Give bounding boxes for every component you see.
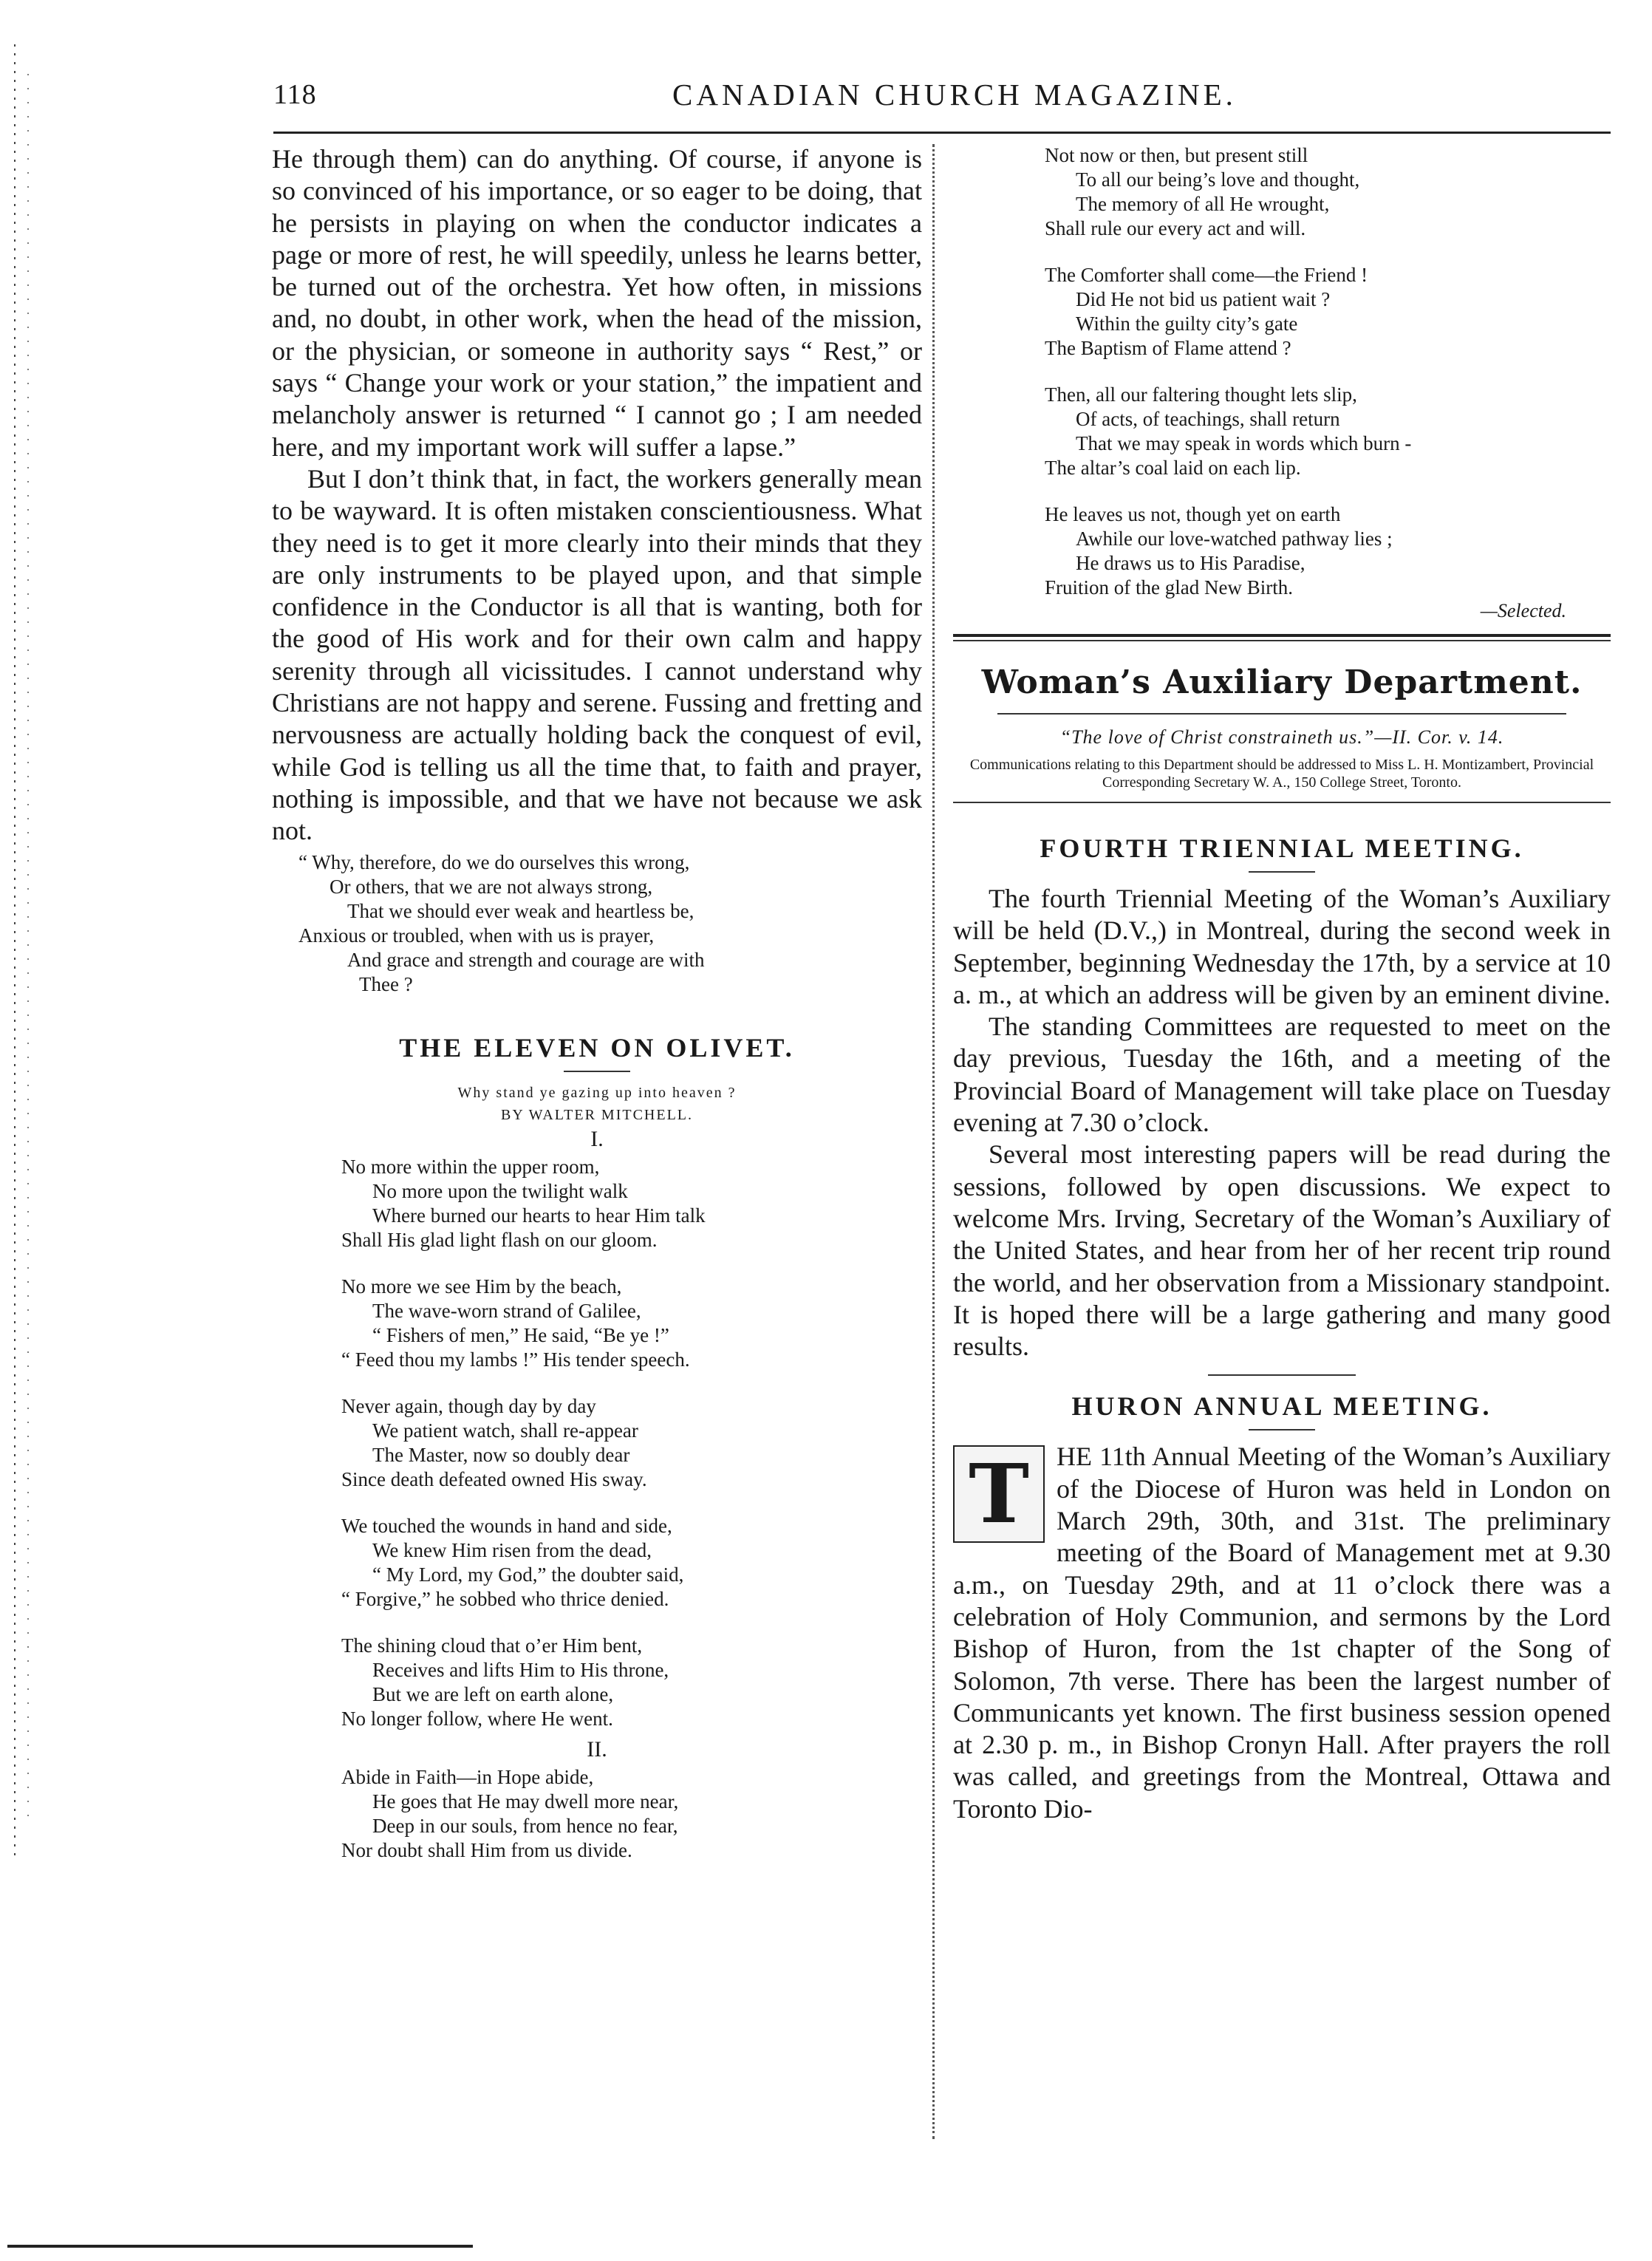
poem-title: THE ELEVEN ON OLIVET. <box>399 1032 795 1063</box>
article-continuation <box>272 143 922 848</box>
stanza <box>272 1155 922 1252</box>
verse-line: We touched the wounds in hand and side, <box>341 1514 672 1537</box>
verse-line: The Comforter shall come—the Friend ! <box>1045 264 1368 286</box>
paragraph: He through them) can do anything. Of course, if anyone is so convinced of his importance, or so eager to be doing, that he persists in playing on when the conductor indicates a page or more of rest, he will speedily, unless he learns better, be turned out of the orchestra. Yet how often, in missions and, no doubt, in other work, when the head of the mission, or the physician, or someone in authority says “ Rest,” or says “ Change your work or your station,” the impatient and melancholy answer is returned “ I cannot go ; I am needed here, and my important work will suffer a lapse.” <box>272 144 922 462</box>
scan-edge-artifacts <box>6 44 43 2261</box>
header-rule <box>273 132 1611 134</box>
poem-epigraph: Why stand ye gazing up into heaven ? <box>457 1084 737 1101</box>
stanza <box>953 263 1611 361</box>
verse-line: The wave-worn strand of Galilee, <box>372 1299 641 1322</box>
verse-line: He leaves us not, though yet on earth <box>1045 503 1341 525</box>
section-rule <box>1208 1374 1356 1376</box>
title-rule <box>1249 871 1315 873</box>
left-column <box>272 143 922 1863</box>
poem-author: BY WALTER MITCHELL. <box>500 1106 694 1123</box>
verse-line: Within the guilty city’s gate <box>1076 313 1298 335</box>
verse-line: The Master, now so doubly dear <box>372 1443 630 1466</box>
verse-line: “ My Lord, my God,” the doubter said, <box>372 1563 684 1586</box>
department-note: Communications relating to this Department should be addressed to Miss L. H. Montizambert, Provincial Corresponding Secretary W. A., 150 College Street, Toronto. <box>969 757 1594 791</box>
title-rule <box>564 1071 630 1072</box>
verse-line: We patient watch, shall re-appear <box>372 1419 638 1442</box>
verse-line: Or others, that we are not always strong, <box>330 875 653 898</box>
signature: —Selected. <box>1480 600 1566 621</box>
paragraph: The standing Committees are requested to meet on the day previous, Tuesday the 16th, and a meeting of the Provincial Board of Management will take place on Tuesday evening at 7.30 o’clock. <box>953 1012 1611 1138</box>
verse-line: “ Why, therefore, do we do ourselves this wrong, <box>298 850 690 873</box>
section-heading: HURON ANNUAL MEETING. <box>1071 1391 1492 1422</box>
bottom-edge-rule <box>7 2245 473 2248</box>
verse-line: He draws us to His Paradise, <box>1076 552 1305 574</box>
part-numeral: I. <box>590 1126 604 1151</box>
verse-line: Did He not bid us patient wait ? <box>1076 288 1331 310</box>
verse-line: Never again, though day by day <box>341 1394 596 1417</box>
verse-line: Of acts, of teachings, shall return <box>1076 408 1340 430</box>
article-body <box>953 1441 1611 1825</box>
part-numeral: II. <box>587 1736 607 1762</box>
verse-line: Since death defeated owned His sway. <box>341 1467 647 1490</box>
stanza <box>953 383 1611 480</box>
verse-line: Abide in Faith—in Hope abide, <box>341 1765 594 1788</box>
page-header <box>273 77 1611 129</box>
stanza <box>953 502 1611 600</box>
verse-line: That we should ever weak and heartless be, <box>347 899 694 922</box>
verse-line: Awhile our love-watched pathway lies ; <box>1076 528 1393 550</box>
verse-line: “ Forgive,” he sobbed who thrice denied. <box>341 1587 669 1610</box>
paragraph: Several most interesting papers will be read during the sessions, followed by open discussions. We expect to welcome Mrs. Irving, Secretary of the Woman’s Auxiliary of the United States, and hear from her of her recent trip round the world, and her observation from a Missionary standpoint. It is hoped there will be a large gathering and many good results. <box>953 1139 1611 1362</box>
section-heading: FOURTH TRIENNIAL MEETING. <box>1040 833 1524 863</box>
article-body <box>953 883 1611 1363</box>
verse-line: Nor doubt shall Him from us divide. <box>341 1838 632 1861</box>
right-column <box>953 143 1611 1825</box>
verse-line: Shall His glad light flash on our gloom. <box>341 1228 658 1251</box>
verse-line: No more upon the twilight walk <box>372 1179 628 1202</box>
verse-line: We knew Him risen from the dead, <box>372 1538 652 1561</box>
stanza <box>272 1394 922 1492</box>
stanza <box>272 1634 922 1731</box>
drop-cap-initial: T <box>953 1445 1045 1543</box>
stanza <box>272 1514 922 1612</box>
quoted-verse <box>272 850 922 997</box>
verse-line: Thee ? <box>359 972 413 995</box>
paragraph: HE 11th Annual Meeting of the Woman’s Auxiliary of the Diocese of Huron was held in London on March 29th, 30th, and 31st. The preliminary meeting of the Board of Management met at 9.30 a.m., on Tuesday 29th, and at 11 o’clock there was a celebration of Holy Communion, and sermons by the Lord Bishop of Huron, from the 1st chapter of the Song of Solomon, 7th verse. There has been the largest number of Communicants yet known. The first business session opened at 2.30 p. m., in Bishop Cronyn Hall. After prayers the roll was called, and greetings from the Montreal, Ottawa and Toronto Dio- <box>953 1442 1611 1824</box>
running-title: CANADIAN CHURCH MAGAZINE. <box>672 78 1237 112</box>
verse-line: He goes that He may dwell more near, <box>372 1790 679 1812</box>
verse-line: Anxious or troubled, when with us is prayer, <box>298 924 655 947</box>
column-divider <box>932 144 935 2139</box>
verse-line: The Baptism of Flame attend ? <box>1045 337 1291 359</box>
verse-line: Deep in our souls, from hence no fear, <box>372 1814 678 1837</box>
department-title: Woman’s Auxiliary Department. <box>981 664 1583 701</box>
verse-line: Then, all our faltering thought lets slip, <box>1045 383 1357 406</box>
verse-line: Receives and lifts Him to His throne, <box>372 1658 669 1681</box>
verse-line: Not now or then, but present still <box>1045 144 1308 166</box>
verse-line: Where burned our hearts to hear Him talk <box>372 1204 706 1227</box>
verse-line: The memory of all He wrought, <box>1076 193 1330 215</box>
verse-line: To all our being’s love and thought, <box>1076 168 1360 191</box>
verse-line: Shall rule our every act and will. <box>1045 217 1306 239</box>
stanza <box>953 143 1611 241</box>
verse-line: No longer follow, where He went. <box>341 1707 613 1730</box>
paragraph: The fourth Triennial Meeting of the Woman’s Auxiliary will be held (D.V.,) in Montreal, during the second week in September, beginning Wednesday the 17th, by a service at 10 a. m., at which an address will be given by an eminent divine. <box>953 884 1611 1009</box>
department-motto: “The love of Christ constraineth us.”—II. Cor. v. 14. <box>1059 726 1504 748</box>
verse-line: No more we see Him by the beach, <box>341 1275 622 1297</box>
paragraph: But I don’t think that, in fact, the workers generally mean to be wayward. It is often mistaken conscientiousness. What they need is to get it more clearly into their minds that they are only instruments to be played upon, and that simple confidence in the Conductor is all that is wanting, both for the good of His work and for their own calm and happy serenity through all vicissitudes. I cannot understand why Christians are not happy and serene. Fussing and fretting and nervousness are actually holding back the conquest of evil, while God is telling us all the time that, to faith and prayer, nothing is impossible, and that we have not because we ask not. <box>272 463 922 846</box>
verse-line: And grace and strength and courage are with <box>347 948 705 971</box>
stanza <box>272 1765 922 1863</box>
verse-line: But we are left on earth alone, <box>372 1682 614 1705</box>
verse-line: Fruition of the glad New Birth. <box>1045 576 1293 598</box>
stanza <box>272 1275 922 1372</box>
verse-line: “ Fishers of men,” He said, “Be ye !” <box>372 1323 669 1346</box>
verse-line: The shining cloud that o’er Him bent, <box>341 1634 643 1657</box>
page-number: 118 <box>273 79 317 110</box>
title-rule <box>1249 1429 1315 1430</box>
verse-line: “ Feed thou my lambs !” His tender speech. <box>341 1348 690 1371</box>
verse-line: That we may speak in words which burn - <box>1076 432 1412 454</box>
verse-line: The altar’s coal laid on each lip. <box>1045 457 1301 479</box>
verse-line: No more within the upper room, <box>341 1155 600 1178</box>
